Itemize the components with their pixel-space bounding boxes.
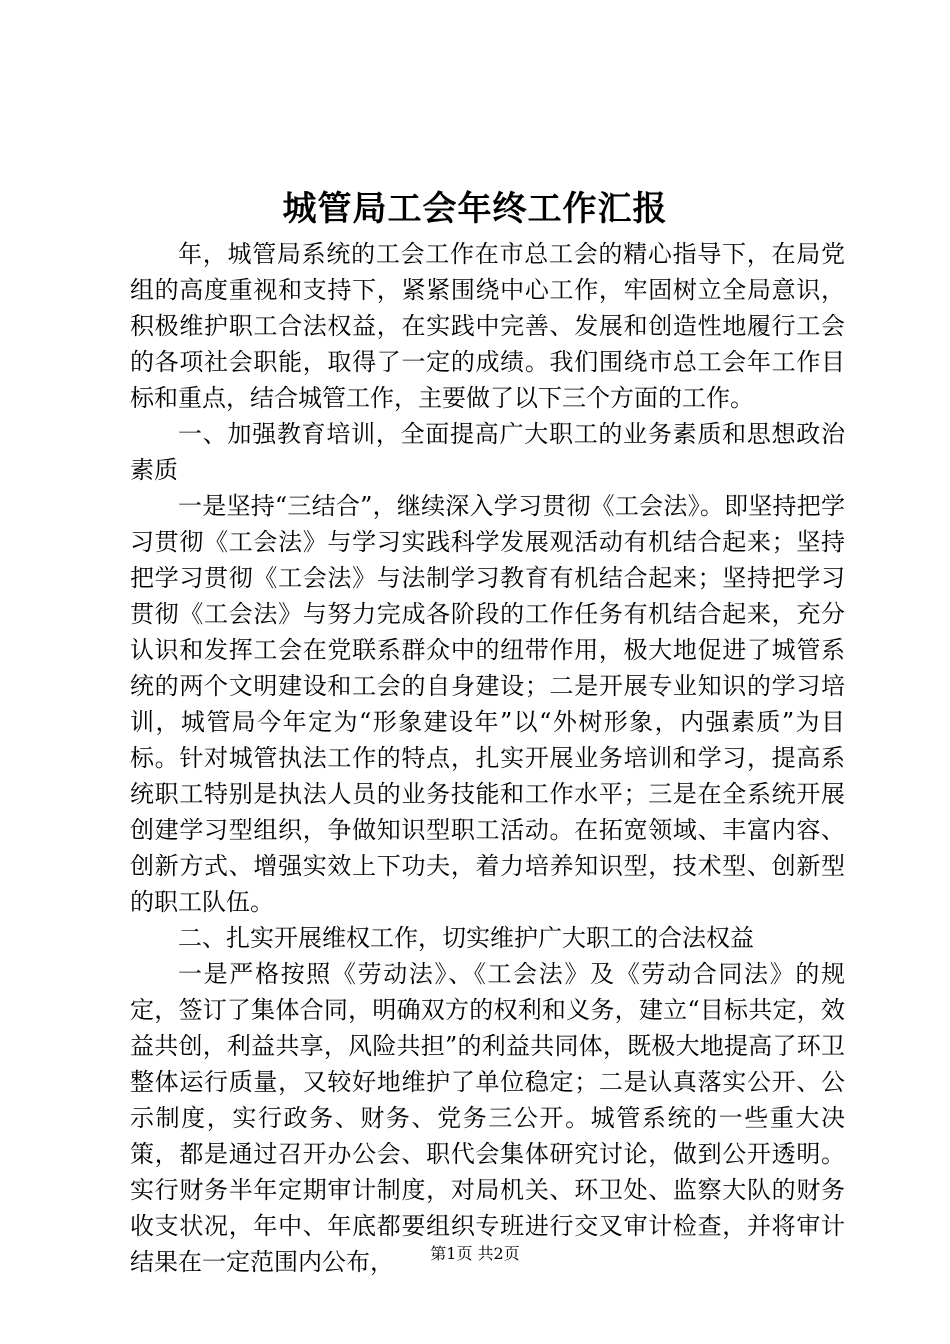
page-footer: 第1页 共2页: [430, 1244, 520, 1263]
document-title: 城管局工会年终工作汇报: [282, 189, 668, 229]
document-body: [130, 236, 845, 1280]
section-heading-1: 一、加强教育培训，全面提高广大职工的业务素质和思想政治素质: [130, 420, 845, 484]
paragraph-section-2: 一是严格按照《劳动法》、《工会法》及《劳动合同法》的规定，签订了集体合同，明确双方的权利和义务，建立“目标共定，效益共创，利益共享，风险共担”的利益共同体，既极大地提高了环卫整体运行质量，又较好地维护了单位稳定；二是认真落实公开、公示制度，实行政务、财务、党务三公开。城管系统的一些重大决策，都是通过召开办公会、职代会集体研究讨论，做到公开透明。实行财务半年定期审计制度，对局机关、环卫处、监察大队的财务收支状况，年中、年底都要组织专班进行交叉审计检查，并将审计结果在一定范围内公布，: [130, 960, 845, 1276]
paragraph-intro: 年，城管局系统的工会工作在市总工会的精心指导下，在局党组的高度重视和支持下，紧紧围绕中心工作，牢固树立全局意识，积极维护职工合法权益，在实践中完善、发展和创造性地履行工会的各项社会职能，取得了一定的成绩。我们围绕市总工会年工作目标和重点，结合城管工作，主要做了以下三个方面的工作。: [130, 240, 845, 412]
section-heading-2: 二、扎实开展维权工作，切实维护广大职工的合法权益: [178, 924, 754, 952]
paragraph-section-1: 一是坚持“三结合”，继续深入学习贯彻《工会法》。即坚持把学习贯彻《工会法》与学习实践科学发展观活动有机结合起来；坚持把学习贯彻《工会法》与法制学习教育有机结合起来；坚持把学习贯彻《工会法》与努力完成各阶段的工作任务有机结合起来，充分认识和发挥工会在党联系群众中的纽带作用，极大地促进了城管系统的两个文明建设和工会的自身建设；二是开展专业知识的学习培训，城管局今年定为“形象建设年”以“外树形象，内强素质”为目标。针对城管执法工作的特点，扎实开展业务培训和学习，提高系统职工特别是执法人员的业务技能和工作水平；三是在全系统开展创建学习型组织，争做知识型职工活动。在拓宽领域、丰富内容、创新方式、增强实效上下功夫，着力培养知识型，技术型、创新型的职工队伍。: [130, 492, 845, 916]
